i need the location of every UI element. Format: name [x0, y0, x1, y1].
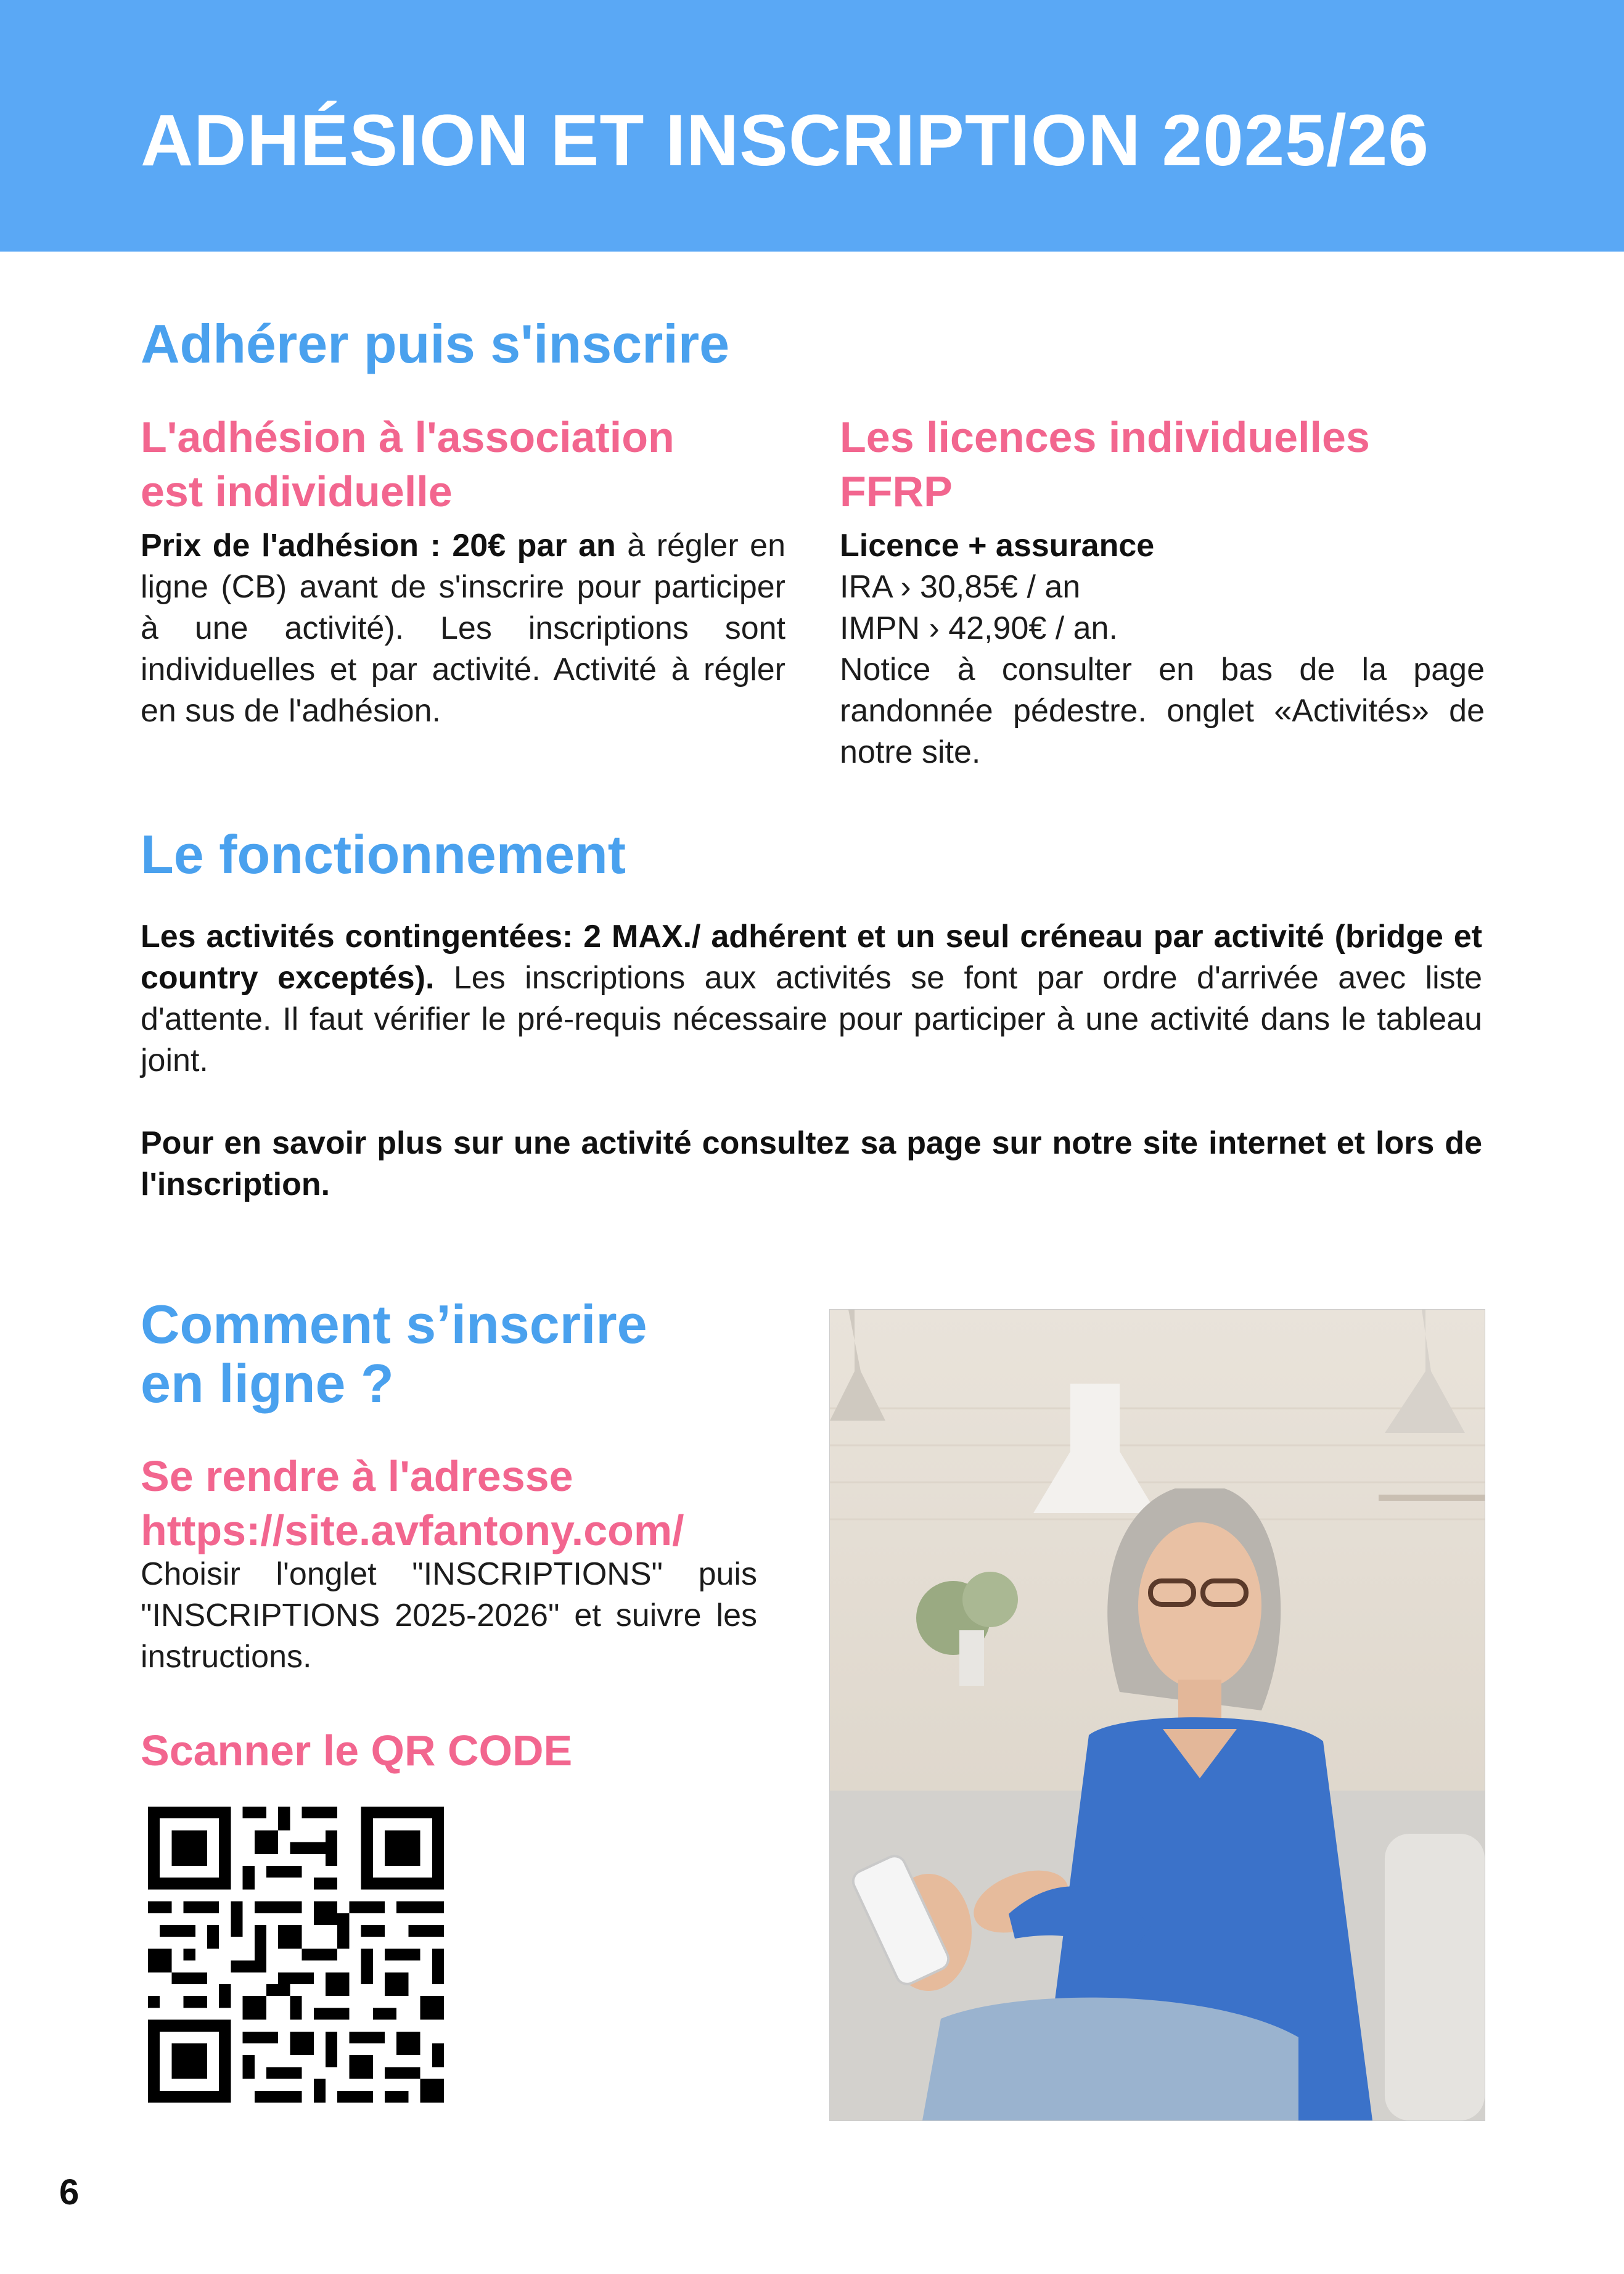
savoir-plus-bold: Pour en savoir plus sur une activité consultez sa page sur notre site internet et lors de l'inscription.: [141, 1125, 1482, 1202]
adhesion-heading-line1: L'adhésion à l'association: [141, 413, 675, 461]
fonctionnement-bold: Les activités contingentées: 2 MAX./ adhérent et un seul créneau par activité (bridge et country exceptés).: [141, 919, 1482, 996]
photo-illustration: [830, 1310, 1485, 2120]
licence-ira: IRA › 30,85€ / an: [840, 569, 1081, 605]
licence-impn: IMPN › 42,90€ / an.: [840, 610, 1118, 646]
licence-notice: Notice à consulter en bas de la page randonnée pédestre. onglet «Activités» de notre site.: [840, 652, 1485, 770]
step1-instructions: Choisir l'onglet "INSCRIPTIONS" puis "INSCRIPTIONS 2025-2026" et suivre les instructions.: [141, 1556, 757, 1675]
comment-title-line1: Comment s’inscrire: [141, 1294, 647, 1355]
adhesion-heading-line2: est individuelle: [141, 467, 453, 515]
licences-subtitle: Licence + assurance: [840, 528, 1155, 564]
adhesion-heading: [141, 410, 675, 519]
licences-text: [840, 525, 1485, 773]
fonctionnement-para2: [141, 1123, 1482, 1205]
fonctionnement-para1: [141, 916, 1482, 1082]
fonctionnement-text: Les inscriptions aux activités se font par ordre d'arrivée avec liste d'attente. Il faut vérifier le pré-requis nécessaire pour participer à une activité dans le tableau joint.: [141, 960, 1482, 1078]
header-banner: [0, 0, 1624, 252]
page-number: 6: [59, 2172, 80, 2212]
licences-heading-line1: Les licences individuelles: [840, 413, 1370, 461]
step2-heading: Scanner le QR CODE: [141, 1726, 573, 1775]
step1-heading: [141, 1449, 684, 1558]
adhesion-text: [141, 525, 785, 732]
section-title-comment: [141, 1295, 647, 1413]
section-title-adherer: Adhérer puis s'inscrire: [141, 313, 730, 374]
adhesion-details: à régler en ligne (CB) avant de s'inscrire pour participer à une activité). Les inscriptions sont individuelles et par activité. Activité à régler en sus de l'adhésion.: [141, 528, 785, 729]
section-title-fonctionnement: Le fonctionnement: [141, 824, 626, 885]
site-url-link[interactable]: https://site.avfantony.com/: [141, 1506, 684, 1554]
qr-code-icon[interactable]: [148, 1807, 444, 2103]
woman-with-smartphone-photo: [829, 1309, 1485, 2121]
comment-title-line2: en ligne ?: [141, 1353, 394, 1414]
adhesion-price: Prix de l'adhésion : 20€ par an: [141, 528, 616, 564]
licences-heading-line2: FFRP: [840, 467, 953, 515]
step1-heading-text: Se rendre à l'adresse: [141, 1452, 573, 1500]
page-title: ADHÉSION ET INSCRIPTION 2025/26: [141, 100, 1430, 181]
licences-heading: [840, 410, 1370, 519]
